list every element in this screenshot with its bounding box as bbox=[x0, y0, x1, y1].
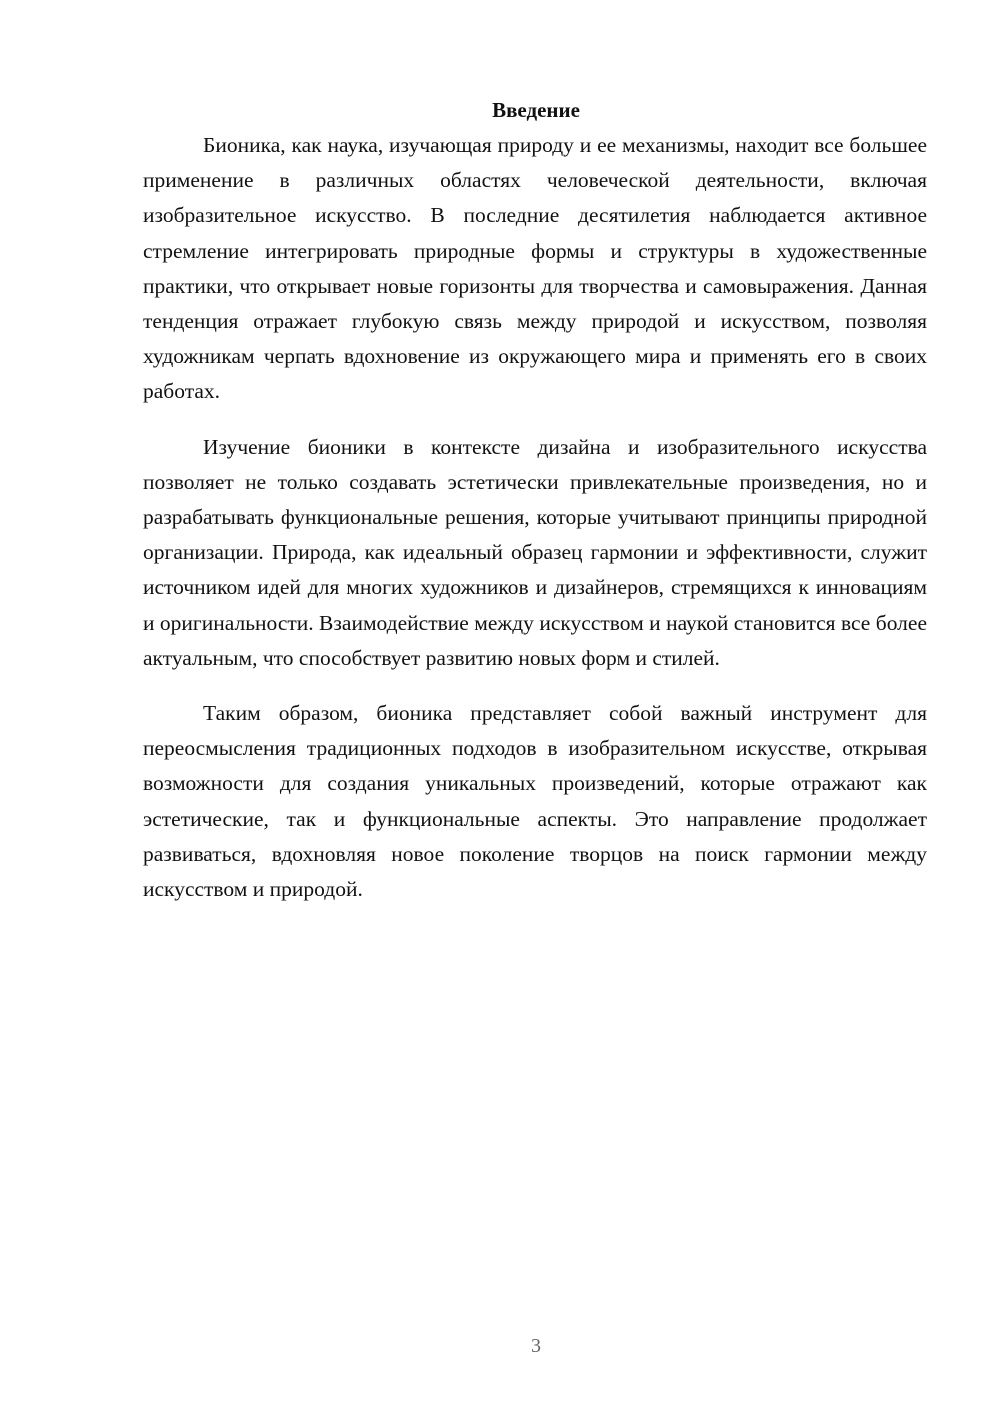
paragraph-1: Бионика, как наука, изучающая природу и ее механизмы, находит все большее применение в различных областях человеческой деятельности, включая изобразительное искусство. В последние десятилетия наблюдается активное стремление интегрировать природные формы и структуры в художественные практики, что открывает новые горизонты для творчества и самовыражения. Данная тенденция отражает глубокую связь между природой и искусством, позволяя художникам черпать вдохновение из окружающего мира и применять его в своих работах. bbox=[143, 133, 927, 404]
paragraph-2: Изучение бионики в контексте дизайна и изобразительного искусства позволяет не только создавать эстетически привлекательные произведения, но и разрабатывать функциональные решения, которые учитывают принципы природной организации. Природа, как идеальный образец гармонии и эффективности, служит источником идей для многих художников и дизайнеров, стремящихся к инновациям и оригинальности. Взаимодействие между искусством и наукой становится все более актуальным, что способствует развитию новых форм и стилей. bbox=[143, 434, 927, 670]
section-title: Введение bbox=[492, 98, 580, 122]
paragraph-3: Таким образом, бионика представляет собой важный инструмент для переосмысления традиционных подходов в изобразительном искусстве, открывая возможности для создания уникальных произведений, которые отражают как эстетические, так и функциональные аспекты. Это направление продолжает развиваться, вдохновляя новое поколение творцов на поиск гармонии между искусством и природой. bbox=[143, 701, 927, 902]
page-number: 3 bbox=[531, 1335, 541, 1357]
page-content bbox=[143, 93, 927, 907]
